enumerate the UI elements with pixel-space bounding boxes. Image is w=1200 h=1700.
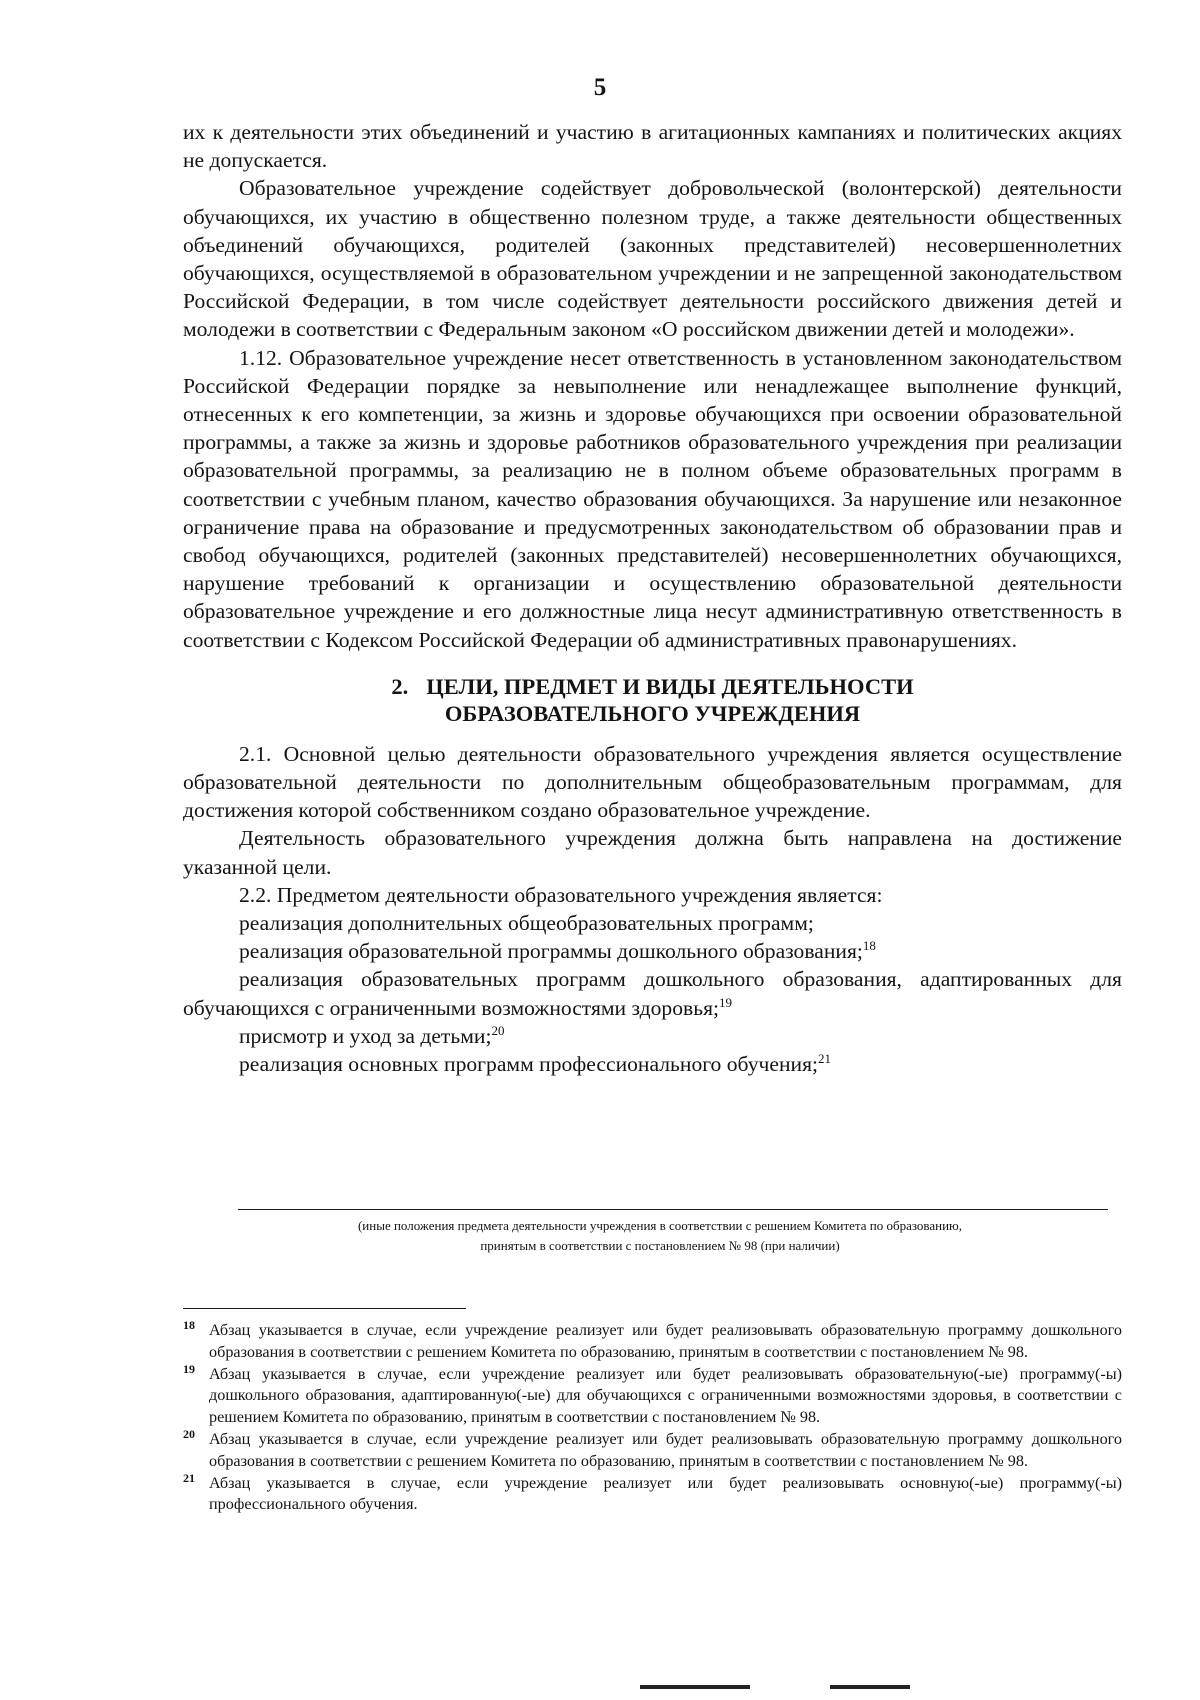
footnote bbox=[183, 1361, 1122, 1429]
footnote bbox=[183, 1470, 1122, 1517]
footnote-text: Абзац указывается в случае, если учреждение реализует или будет реализовывать образовательную программу дошкольного образования в соответствии с решением Комитета по образованию, принятым в соответствии с постановлением № 98. bbox=[209, 1429, 1122, 1470]
scan-mark bbox=[830, 1685, 910, 1689]
footnote-ref[interactable]: 19 bbox=[719, 994, 733, 1010]
footnotes bbox=[183, 1320, 1122, 1516]
footnote-separator bbox=[183, 1308, 466, 1309]
scan-edge-marks bbox=[640, 1685, 940, 1691]
footnote-text: Абзац указывается в случае, если учреждение реализует или будет реализовывать образовательную(-ые) программу(-ы) дошкольного образования, адаптированную(-ые) для обучающихся с ограниченными возможностями здоровья, в соответствии с решением Комитета по образованию, принятым в соответствии с постановлением № 98. bbox=[209, 1364, 1122, 1427]
paragraph-1-12: 1.12. Образовательное учреждение несет ответственность в установленном законодательством Российской Федерации порядке за невыполнение или ненадлежащее выполнение функций, отнесенных к его компетенции, за жизнь и здоровье обучающихся при освоении образовательной программы, а также за жизнь и здоровье работников образовательного учреждения при реализации образовательной программы, за реализацию не в полном объеме образовательных программ в соответствии с учебным планом, качество образования обучающихся. За нарушение или незаконное ограничение права на образование и предусмотренных законодательством об образовании прав и свобод обучающихся, родителей (законных представителей) несовершеннолетних обучающихся, нарушение требований к организации и осуществлению образовательной деятельности образовательное учреждение и его должностные лица несут административную ответственность в соответствии с Кодексом Российской Федерации об административных правонарушениях. bbox=[183, 345, 1122, 652]
list-item-text: реализация образовательных программ дошкольного образования, адаптированных для обучающихся с ограниченными возможностями здоровья; bbox=[183, 967, 1122, 1020]
footnote-ref[interactable]: 21 bbox=[818, 1050, 832, 1066]
paragraph: Деятельность образовательного учреждения должна быть направлена на достижение указанной цели. bbox=[183, 826, 1122, 879]
footnote-mark: 18 bbox=[183, 1318, 195, 1332]
fill-in-note-line-2: принятым в соответствии с постановлением № 98 (при наличии) bbox=[480, 1238, 840, 1253]
section-title-line-2: ОБРАЗОВАТЕЛЬНОГО УЧРЕЖДЕНИЯ bbox=[444, 700, 861, 726]
fill-in-line bbox=[238, 1209, 1108, 1210]
list-item bbox=[183, 965, 1122, 1021]
footnote-mark: 19 bbox=[183, 1361, 195, 1376]
list-item bbox=[183, 909, 1122, 937]
paragraph-2-2: 2.2. Предметом деятельности образовательного учреждения является: bbox=[239, 882, 883, 907]
section-heading bbox=[183, 673, 1122, 727]
footnote bbox=[183, 1320, 1122, 1364]
page-number: 5 bbox=[593, 74, 607, 101]
list-item bbox=[183, 1050, 1122, 1078]
fill-in-note bbox=[200, 1216, 1120, 1256]
paragraph: Образовательное учреждение содействует добровольческой (волонтерской) деятельности обучающихся, их участию в общественно полезном труде, а также деятельности общественных объединений обучающихся, родителей (законных представителей) несовершеннолетних обучающихся, осуществляемой в образовательном учреждении и не запрещенной законодательством Российской Федерации, в том числе содействует деятельности российского движения детей и молодежи в соответствии с Федеральным законом «О российском движении детей и молодежи». bbox=[183, 176, 1122, 342]
list-item-text: реализация дополнительных общеобразовательных программ; bbox=[239, 911, 814, 936]
section-title-line-1: ЦЕЛИ, ПРЕДМЕТ И ВИДЫ ДЕЯТЕЛЬНОСТИ bbox=[426, 673, 914, 699]
section-heading-line-1 bbox=[183, 673, 1122, 700]
footnote-ref[interactable]: 20 bbox=[491, 1022, 505, 1038]
list-item bbox=[183, 937, 1122, 965]
list-item bbox=[183, 1022, 1122, 1050]
paragraph: их к деятельности этих объединений и участию в агитационных кампаниях и политических акциях не допускается. bbox=[183, 120, 1122, 173]
paragraph-2-1: 2.1. Основной целью деятельности образовательного учреждения является осуществление образовательной деятельности по дополнительным общеобразовательным программам, для достижения которой собственником создано образовательное учреждение. bbox=[183, 741, 1122, 823]
body-text bbox=[183, 118, 1122, 1078]
footnote bbox=[183, 1426, 1122, 1473]
footnote-mark: 21 bbox=[183, 1470, 195, 1485]
footnote-mark: 20 bbox=[183, 1426, 195, 1441]
footnote-ref[interactable]: 18 bbox=[862, 938, 876, 954]
list-item-text: реализация образовательной программы дошкольного образования; bbox=[239, 939, 863, 964]
footnote-text: Абзац указывается в случае, если учреждение реализует или будет реализовывать образовательную программу дошкольного образования в соответствии с решением Комитета по образованию, принятым в соответствии с постановлением № 98. bbox=[209, 1321, 1122, 1361]
fill-in-note-line-1: (иные положения предмета деятельности учреждения в соответствии с решением Комитета по образованию, bbox=[357, 1218, 963, 1233]
scan-mark bbox=[640, 1685, 750, 1689]
list-item-text: реализация основных программ профессионального обучения; bbox=[239, 1052, 819, 1077]
section-number: 2. bbox=[391, 673, 409, 699]
list-item-text: присмотр и уход за детьми; bbox=[239, 1023, 492, 1048]
footnote-text: Абзац указывается в случае, если учреждение реализует или будет реализовывать основную(-ые) программу(-ы) профессионального обучения. bbox=[209, 1473, 1122, 1514]
